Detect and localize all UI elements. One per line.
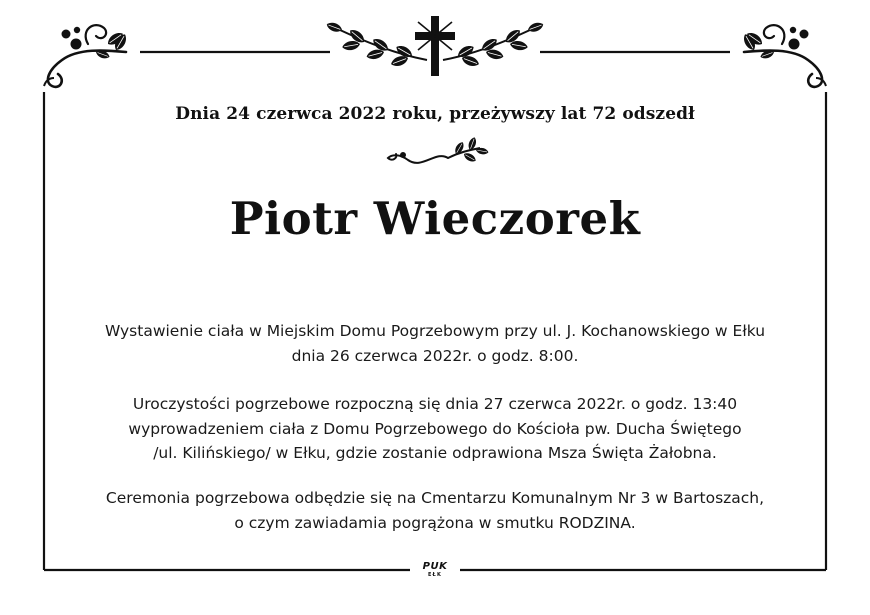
viewing-paragraph <box>40 319 830 368</box>
vine-divider-icon <box>388 136 489 164</box>
paragraph-line: Ceremonia pogrzebowa odbędzie się na Cmentarzu Komunalnym Nr 3 w Bartoszach, <box>105 489 765 507</box>
floral-corner-left-icon <box>44 25 129 87</box>
puk-elk-logo <box>414 562 456 578</box>
deceased-name: Piotr Wieczorek <box>229 192 641 245</box>
ceremony-paragraph <box>40 392 830 466</box>
death-notice-headline: Dnia 24 czerwca 2022 roku, przeżywszy lat 72 odszedł <box>175 104 695 124</box>
paragraph-line: wyprowadzeniem ciała z Domu Pogrzebowego do Kościoła pw. Ducha Świętego <box>128 419 742 438</box>
paragraph-line: o czym zawiadamia pogrążona w smutku RODZINA. <box>234 513 636 532</box>
burial-paragraph <box>40 486 830 535</box>
paragraph-line: Uroczystości pogrzebowe rozpoczną się dnia 27 czerwca 2022r. o godz. 13:40 <box>132 395 738 413</box>
cross-with-olive-branches-icon <box>325 16 544 76</box>
paragraph-line: /ul. Kilińskiego/ w Ełku, gdzie zostanie odprawiona Msza Święta Żałobna. <box>153 444 717 462</box>
paragraph-line: dnia 26 czerwca 2022r. o godz. 8:00. <box>291 346 579 365</box>
floral-corner-right-icon <box>741 25 826 87</box>
paragraph-line: Wystawienie ciała w Miejskim Domu Pogrzebowym przy ul. J. Kochanowskiego w Ełku <box>104 322 766 340</box>
logo-sub-text: EŁK <box>427 572 443 578</box>
logo-main-text: PUK <box>422 561 448 572</box>
